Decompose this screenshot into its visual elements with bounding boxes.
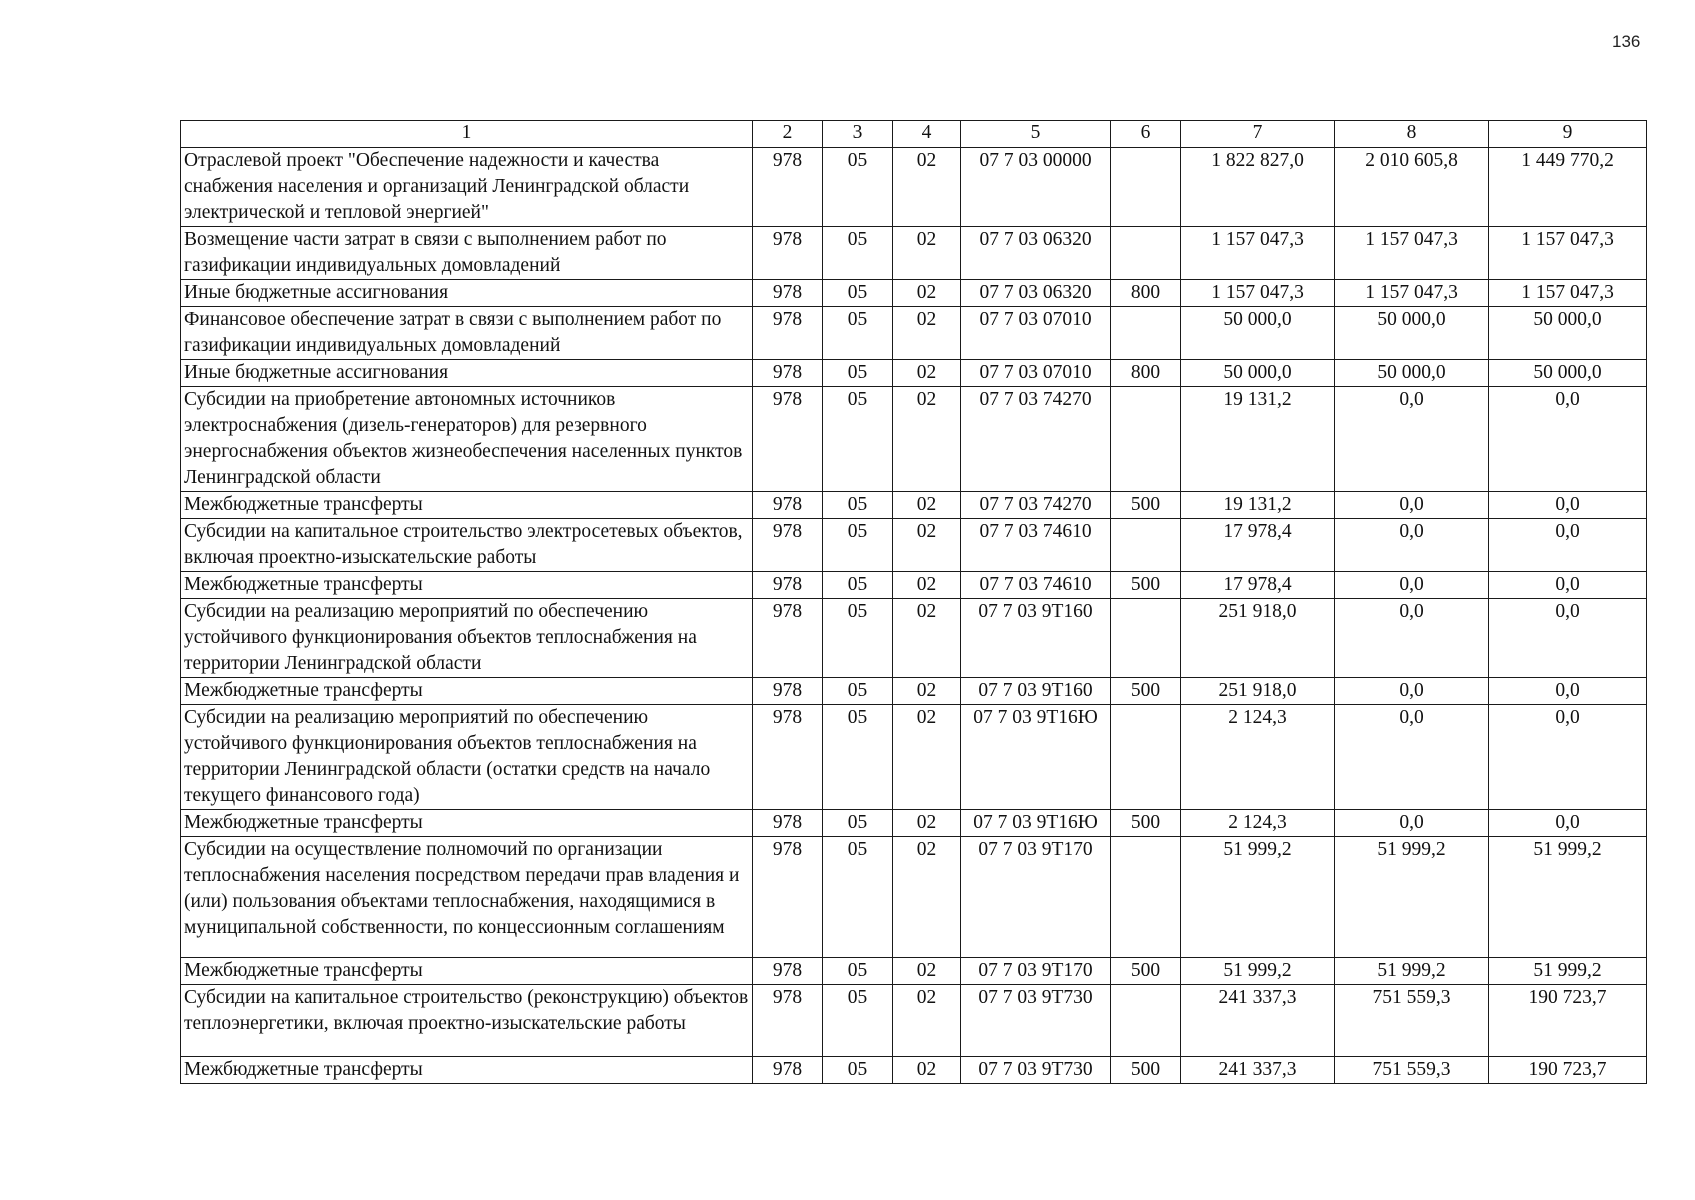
grbs-code: 978 (753, 837, 823, 958)
table-header-row (181, 121, 1647, 148)
amount-year-2: 51 999,2 (1335, 837, 1489, 958)
amount-year-1: 50 000,0 (1181, 360, 1335, 387)
column-header: 1 (181, 121, 753, 148)
expense-type-code: 800 (1111, 280, 1181, 307)
subsection-code: 02 (893, 360, 961, 387)
item-name: Иные бюджетные ассигнования (181, 360, 753, 387)
table-row (181, 519, 1647, 572)
expense-type-code (1111, 387, 1181, 492)
expense-type-code (1111, 227, 1181, 280)
grbs-code: 978 (753, 810, 823, 837)
subsection-code: 02 (893, 678, 961, 705)
target-article-code: 07 7 03 00000 (961, 148, 1111, 227)
page-number: 136 (1612, 32, 1641, 51)
table-row (181, 387, 1647, 492)
expense-type-code: 800 (1111, 360, 1181, 387)
section-code: 05 (823, 958, 893, 985)
grbs-code: 978 (753, 387, 823, 492)
amount-year-2: 751 559,3 (1335, 1057, 1489, 1084)
section-code: 05 (823, 492, 893, 519)
item-name: Финансовое обеспечение затрат в связи с выполнением работ по газификации индивидуальных домовладений (181, 307, 753, 360)
expense-type-code (1111, 705, 1181, 810)
section-code: 05 (823, 599, 893, 678)
table-body (181, 121, 1647, 1084)
amount-year-1: 19 131,2 (1181, 387, 1335, 492)
amount-year-1: 1 157 047,3 (1181, 227, 1335, 280)
amount-year-3: 0,0 (1489, 810, 1647, 837)
item-name: Межбюджетные трансферты (181, 492, 753, 519)
amount-year-3: 0,0 (1489, 678, 1647, 705)
column-header: 4 (893, 121, 961, 148)
subsection-code: 02 (893, 519, 961, 572)
grbs-code: 978 (753, 572, 823, 599)
table-row (181, 360, 1647, 387)
item-name: Межбюджетные трансферты (181, 958, 753, 985)
table-row (181, 1057, 1647, 1084)
amount-year-2: 0,0 (1335, 519, 1489, 572)
amount-year-2: 1 157 047,3 (1335, 280, 1489, 307)
expense-type-code (1111, 837, 1181, 958)
target-article-code: 07 7 03 9Т16Ю (961, 810, 1111, 837)
amount-year-2: 0,0 (1335, 678, 1489, 705)
item-name: Субсидии на осуществление полномочий по организации теплоснабжения населения посредством передачи прав владения и (или) пользования объектами теплоснабжения, находящимися в муниципальной собственности, по концессионным соглашениям (181, 837, 753, 958)
section-code: 05 (823, 519, 893, 572)
target-article-code: 07 7 03 9Т730 (961, 1057, 1111, 1084)
subsection-code: 02 (893, 307, 961, 360)
amount-year-1: 241 337,3 (1181, 985, 1335, 1057)
amount-year-2: 0,0 (1335, 705, 1489, 810)
subsection-code: 02 (893, 837, 961, 958)
column-header: 7 (1181, 121, 1335, 148)
subsection-code: 02 (893, 280, 961, 307)
target-article-code: 07 7 03 07010 (961, 307, 1111, 360)
expense-type-code (1111, 307, 1181, 360)
amount-year-3: 0,0 (1489, 599, 1647, 678)
subsection-code: 02 (893, 705, 961, 810)
subsection-code: 02 (893, 492, 961, 519)
target-article-code: 07 7 03 74270 (961, 492, 1111, 519)
expense-type-code: 500 (1111, 958, 1181, 985)
amount-year-2: 2 010 605,8 (1335, 148, 1489, 227)
amount-year-3: 0,0 (1489, 492, 1647, 519)
target-article-code: 07 7 03 74270 (961, 387, 1111, 492)
expense-type-code (1111, 599, 1181, 678)
amount-year-2: 0,0 (1335, 572, 1489, 599)
item-name: Субсидии на приобретение автономных источников электроснабжения (дизель-генераторов) для резервного энергоснабжения объектов жизнеобеспечения населенных пунктов Ленинградской области (181, 387, 753, 492)
subsection-code: 02 (893, 227, 961, 280)
expense-type-code: 500 (1111, 810, 1181, 837)
amount-year-2: 0,0 (1335, 387, 1489, 492)
amount-year-1: 251 918,0 (1181, 678, 1335, 705)
amount-year-3: 1 157 047,3 (1489, 227, 1647, 280)
amount-year-1: 51 999,2 (1181, 837, 1335, 958)
amount-year-2: 751 559,3 (1335, 985, 1489, 1057)
section-code: 05 (823, 678, 893, 705)
amount-year-1: 251 918,0 (1181, 599, 1335, 678)
column-header: 9 (1489, 121, 1647, 148)
subsection-code: 02 (893, 985, 961, 1057)
item-name: Субсидии на реализацию мероприятий по обеспечению устойчивого функционирования объектов теплоснабжения на территории Ленинградской области (остатки средств на начало текущего финансового года) (181, 705, 753, 810)
section-code: 05 (823, 705, 893, 810)
section-code: 05 (823, 837, 893, 958)
expense-type-code (1111, 148, 1181, 227)
item-name: Отраслевой проект "Обеспечение надежности и качества снабжения населения и организаций Ленинградской области электрической и тепловой энергией" (181, 148, 753, 227)
target-article-code: 07 7 03 07010 (961, 360, 1111, 387)
grbs-code: 978 (753, 958, 823, 985)
grbs-code: 978 (753, 280, 823, 307)
amount-year-1: 2 124,3 (1181, 705, 1335, 810)
amount-year-3: 50 000,0 (1489, 307, 1647, 360)
target-article-code: 07 7 03 74610 (961, 572, 1111, 599)
expense-type-code: 500 (1111, 492, 1181, 519)
amount-year-2: 51 999,2 (1335, 958, 1489, 985)
amount-year-2: 1 157 047,3 (1335, 227, 1489, 280)
column-header: 5 (961, 121, 1111, 148)
target-article-code: 07 7 03 74610 (961, 519, 1111, 572)
item-name: Возмещение части затрат в связи с выполнением работ по газификации индивидуальных домовладений (181, 227, 753, 280)
amount-year-3: 0,0 (1489, 519, 1647, 572)
section-code: 05 (823, 985, 893, 1057)
section-code: 05 (823, 148, 893, 227)
table-row (181, 599, 1647, 678)
table-row (181, 572, 1647, 599)
item-name: Иные бюджетные ассигнования (181, 280, 753, 307)
column-header: 2 (753, 121, 823, 148)
amount-year-3: 0,0 (1489, 705, 1647, 810)
amount-year-1: 1 157 047,3 (1181, 280, 1335, 307)
subsection-code: 02 (893, 599, 961, 678)
subsection-code: 02 (893, 1057, 961, 1084)
subsection-code: 02 (893, 148, 961, 227)
item-name: Межбюджетные трансферты (181, 678, 753, 705)
amount-year-1: 19 131,2 (1181, 492, 1335, 519)
item-name: Субсидии на капитальное строительство электросетевых объектов, включая проектно-изыскательские работы (181, 519, 753, 572)
subsection-code: 02 (893, 387, 961, 492)
section-code: 05 (823, 810, 893, 837)
amount-year-1: 1 822 827,0 (1181, 148, 1335, 227)
table-row (181, 307, 1647, 360)
amount-year-2: 0,0 (1335, 599, 1489, 678)
amount-year-3: 0,0 (1489, 572, 1647, 599)
subsection-code: 02 (893, 958, 961, 985)
amount-year-3: 51 999,2 (1489, 958, 1647, 985)
grbs-code: 978 (753, 599, 823, 678)
amount-year-1: 17 978,4 (1181, 519, 1335, 572)
item-name: Межбюджетные трансферты (181, 572, 753, 599)
amount-year-3: 0,0 (1489, 387, 1647, 492)
item-name: Межбюджетные трансферты (181, 810, 753, 837)
amount-year-2: 0,0 (1335, 810, 1489, 837)
expense-type-code (1111, 519, 1181, 572)
target-article-code: 07 7 03 06320 (961, 227, 1111, 280)
amount-year-1: 241 337,3 (1181, 1057, 1335, 1084)
target-article-code: 07 7 03 9Т170 (961, 837, 1111, 958)
table-row (181, 678, 1647, 705)
table-row (181, 492, 1647, 519)
section-code: 05 (823, 1057, 893, 1084)
amount-year-3: 50 000,0 (1489, 360, 1647, 387)
expense-type-code: 500 (1111, 1057, 1181, 1084)
amount-year-2: 0,0 (1335, 492, 1489, 519)
amount-year-1: 2 124,3 (1181, 810, 1335, 837)
table-row (181, 837, 1647, 958)
subsection-code: 02 (893, 572, 961, 599)
grbs-code: 978 (753, 985, 823, 1057)
amount-year-3: 51 999,2 (1489, 837, 1647, 958)
amount-year-3: 1 157 047,3 (1489, 280, 1647, 307)
subsection-code: 02 (893, 810, 961, 837)
table-row (181, 958, 1647, 985)
section-code: 05 (823, 307, 893, 360)
grbs-code: 978 (753, 148, 823, 227)
expense-type-code: 500 (1111, 678, 1181, 705)
section-code: 05 (823, 280, 893, 307)
target-article-code: 07 7 03 06320 (961, 280, 1111, 307)
amount-year-1: 17 978,4 (1181, 572, 1335, 599)
amount-year-3: 190 723,7 (1489, 1057, 1647, 1084)
table-row (181, 705, 1647, 810)
expense-type-code (1111, 985, 1181, 1057)
grbs-code: 978 (753, 227, 823, 280)
section-code: 05 (823, 227, 893, 280)
table-row (181, 985, 1647, 1057)
column-header: 8 (1335, 121, 1489, 148)
target-article-code: 07 7 03 9Т730 (961, 985, 1111, 1057)
grbs-code: 978 (753, 360, 823, 387)
target-article-code: 07 7 03 9Т170 (961, 958, 1111, 985)
section-code: 05 (823, 387, 893, 492)
expense-type-code: 500 (1111, 572, 1181, 599)
table-row (181, 810, 1647, 837)
amount-year-3: 190 723,7 (1489, 985, 1647, 1057)
item-name: Субсидии на капитальное строительство (реконструкцию) объектов теплоэнергетики, включая проектно-изыскательские работы (181, 985, 753, 1057)
table-row (181, 227, 1647, 280)
table-row (181, 280, 1647, 307)
amount-year-1: 50 000,0 (1181, 307, 1335, 360)
grbs-code: 978 (753, 307, 823, 360)
amount-year-1: 51 999,2 (1181, 958, 1335, 985)
amount-year-3: 1 449 770,2 (1489, 148, 1647, 227)
target-article-code: 07 7 03 9Т160 (961, 678, 1111, 705)
table-row (181, 148, 1647, 227)
target-article-code: 07 7 03 9Т160 (961, 599, 1111, 678)
target-article-code: 07 7 03 9Т16Ю (961, 705, 1111, 810)
grbs-code: 978 (753, 492, 823, 519)
grbs-code: 978 (753, 1057, 823, 1084)
column-header: 6 (1111, 121, 1181, 148)
item-name: Межбюджетные трансферты (181, 1057, 753, 1084)
budget-table (180, 120, 1647, 1084)
grbs-code: 978 (753, 678, 823, 705)
grbs-code: 978 (753, 519, 823, 572)
section-code: 05 (823, 572, 893, 599)
grbs-code: 978 (753, 705, 823, 810)
amount-year-2: 50 000,0 (1335, 307, 1489, 360)
column-header: 3 (823, 121, 893, 148)
amount-year-2: 50 000,0 (1335, 360, 1489, 387)
section-code: 05 (823, 360, 893, 387)
item-name: Субсидии на реализацию мероприятий по обеспечению устойчивого функционирования объектов теплоснабжения на территории Ленинградской области (181, 599, 753, 678)
